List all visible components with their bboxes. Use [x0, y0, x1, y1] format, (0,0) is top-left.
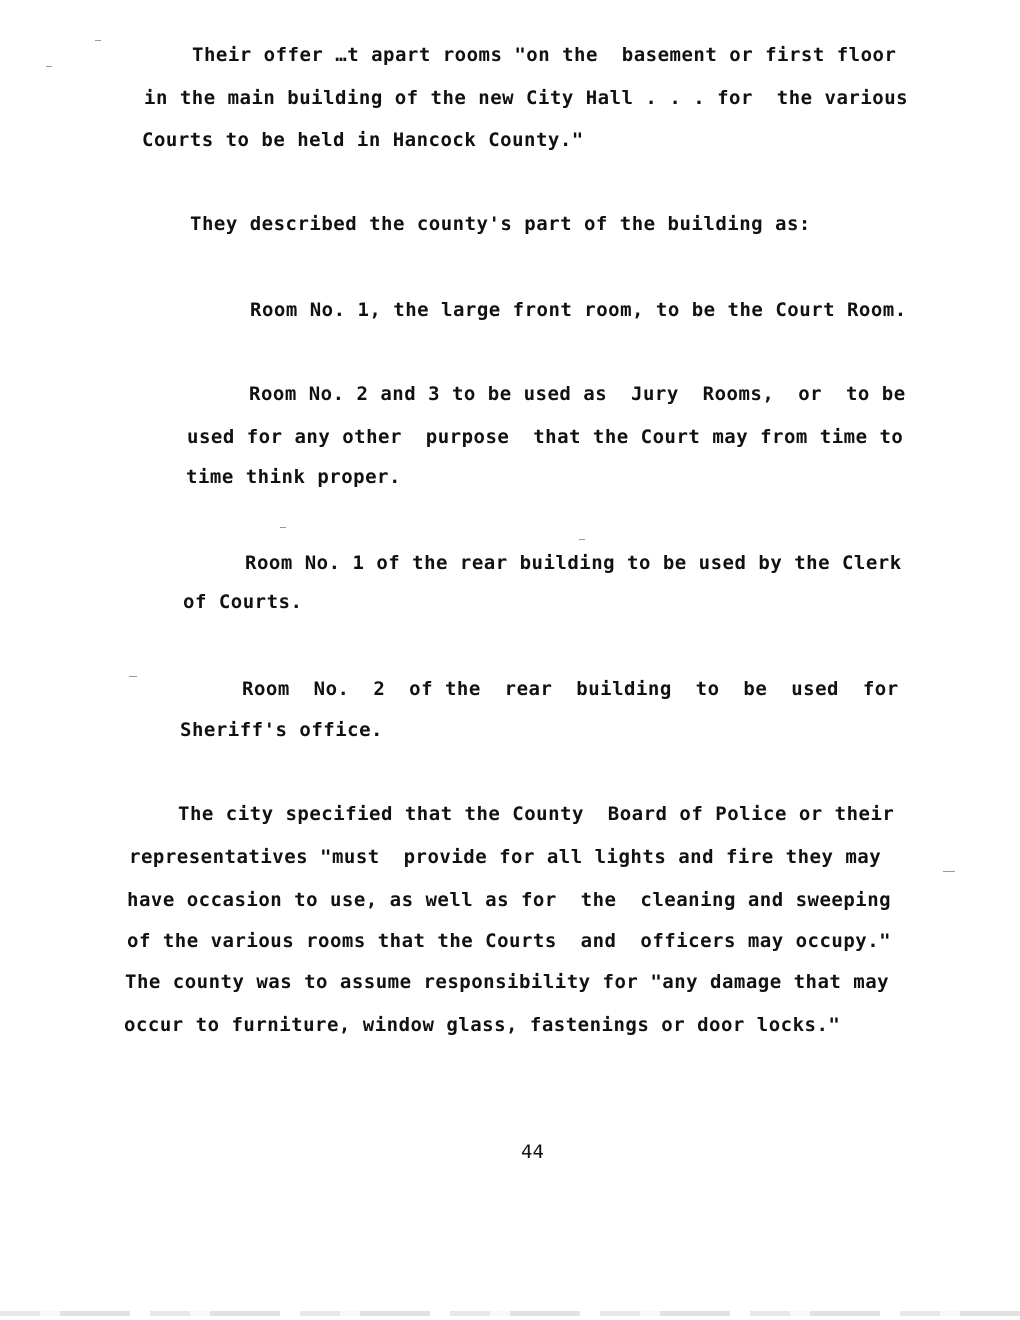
room-item-3-line-2: of Courts.	[183, 591, 303, 613]
room-item-4-line-2: Sheriff's office.	[180, 719, 383, 741]
room-item-2-line-3: time think proper.	[186, 466, 401, 488]
scan-speck	[579, 539, 585, 540]
paragraph-3-line-2: representatives "must provide for all lights and fire they may	[129, 846, 882, 868]
scan-edge-smudge	[0, 1311, 1020, 1316]
paragraph-2-line-1: They described the county's part of the building as:	[190, 213, 811, 235]
scan-speck	[280, 527, 286, 528]
paragraph-3-line-1: The city specified that the County Board of Police or their	[178, 803, 895, 825]
paragraph-3-line-3: have occasion to use, as well as for the cleaning and sweeping	[127, 889, 892, 911]
room-item-3-line-1: Room No. 1 of the rear building to be used by the Clerk	[245, 552, 902, 574]
room-item-2-line-1: Room No. 2 and 3 to be used as Jury Rooms, or to be	[249, 383, 906, 405]
paragraph-3-line-4: of the various rooms that the Courts and officers may occupy."	[127, 930, 892, 952]
room-item-1-line-1: Room No. 1, the large front room, to be the Court Room.	[250, 299, 907, 321]
room-item-4-line-1: Room No. 2 of the rear building to be used for	[242, 678, 899, 700]
scan-speck	[95, 40, 101, 41]
paragraph-3-line-5: The county was to assume responsibility for "any damage that may	[125, 971, 890, 993]
scan-speck	[129, 676, 137, 677]
room-item-2-line-2: used for any other purpose that the Court may from time to	[187, 426, 904, 448]
paragraph-1-line-1: Their offer …t apart rooms "on the basement or first floor	[192, 44, 897, 66]
paragraph-3-line-6: occur to furniture, window glass, fastenings or door locks."	[124, 1014, 841, 1036]
page-number: 44	[521, 1141, 544, 1163]
scan-speck	[46, 66, 52, 67]
scan-speck	[943, 871, 955, 872]
paragraph-1-line-3: Courts to be held in Hancock County."	[142, 129, 584, 151]
paragraph-1-line-2: in the main building of the new City Hall . . . for the various	[144, 87, 909, 109]
